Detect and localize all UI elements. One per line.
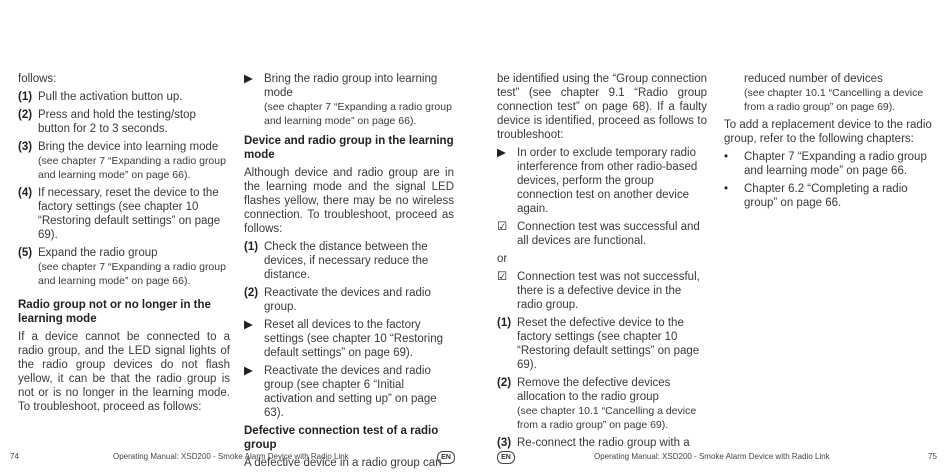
step-4: [18, 186, 230, 242]
step-marker: (1): [497, 317, 512, 329]
step-marker: (2): [497, 377, 512, 389]
step-text: Remove the defective devices allocation to the radio group: [517, 377, 671, 403]
section-heading: Device and radio group in the learning mode: [244, 135, 454, 161]
left-column-2: [244, 72, 454, 474]
bullet-item: [244, 72, 454, 128]
step-1: [244, 240, 454, 282]
step-3: [497, 436, 707, 450]
bullet-text: Bring the radio group into learning mode: [264, 73, 438, 99]
step-text: Check the distance between the devices, if necessary reduce the distance.: [264, 241, 429, 281]
step-2: [244, 286, 454, 314]
step-marker: (1): [244, 241, 259, 253]
step-5: [18, 246, 230, 288]
language-badge-right: EN: [497, 451, 515, 464]
continued-step: [744, 72, 934, 114]
step-3: [18, 140, 230, 182]
result-item: [497, 270, 707, 312]
step-marker: (3): [18, 141, 33, 153]
bullet-text: Reset all devices to the factory settings (see chapter 10 “Restoring default settings” on page 69).: [264, 319, 443, 359]
step-text: Reactivate the devices and radio group.: [264, 287, 431, 313]
step-reference: (see chapter 10.1 “Cancelling a device from a radio group” on page 69).: [517, 405, 697, 431]
step-text: If necessary, reset the device to the factory settings (see chapter 10 “Restoring default settings” on page 69).: [38, 187, 221, 241]
dot-bullet-icon: •: [724, 183, 729, 195]
footer-title-left: Operating Manual: XSD200 - Smoke Alarm Device with Radio Link: [113, 452, 349, 461]
step-reference: (see chapter 7 “Expanding a radio group and learning mode” on page 66).: [38, 155, 226, 181]
bullet-reference: (see chapter 7 “Expanding a radio group and learning mode” on page 66).: [264, 101, 452, 127]
step-2: [497, 376, 707, 432]
step-marker: (2): [244, 287, 259, 299]
intro-text: follows:: [18, 73, 57, 85]
checkbox-icon: ☑: [497, 271, 508, 283]
bullet-item: [724, 150, 934, 178]
bullet-text: In order to exclude temporary radio interference from other radio-based devices, perform the group connection test on another device again.: [517, 147, 698, 215]
bullet-item: [244, 318, 454, 360]
bullet-text: Chapter 7 “Expanding a radio group and learning mode” on page 66.: [744, 151, 927, 177]
result-text: Connection test was not successful, there is a defective device in the radio group.: [517, 271, 700, 311]
step-1: [18, 90, 230, 104]
right-column-1: [497, 72, 707, 454]
section-body: Although device and radio group are in the learning mode and the signal LED flashes yellow, there may be no wireless connection. To troubleshoot, proceed as follows:: [244, 167, 454, 235]
step-marker: (5): [18, 247, 33, 259]
step-text: Pull the activation button up.: [38, 91, 183, 103]
section-heading: Radio group not or no longer in the learning mode: [18, 299, 211, 325]
continued-text: reduced number of devices: [744, 73, 883, 85]
page-number-right: 75: [928, 452, 937, 461]
step-marker: (2): [18, 109, 33, 121]
step-text: Reset the defective device to the factory settings (see chapter 10 “Restoring default settings” on page 69).: [517, 317, 700, 371]
result-item: [497, 220, 707, 248]
dot-bullet-icon: •: [724, 151, 729, 163]
triangle-bullet-icon: ▶: [244, 73, 253, 85]
result-text: Connection test was successful and all devices are functional.: [517, 221, 700, 247]
section-body: If a device cannot be connected to a radio group, and the LED signal lights of the radio group devices do not flash yellow, it can be that the radio group is not or is no longer in the learning mode. To troubleshoot, proceed as follows:: [18, 331, 230, 413]
right-column-2: [724, 72, 934, 214]
step-text: Expand the radio group: [38, 247, 158, 259]
step-marker: (4): [18, 187, 33, 199]
or-text: or: [497, 253, 508, 265]
step-text: Re-connect the radio group with a: [517, 437, 690, 449]
left-column-1: [18, 72, 230, 418]
bullet-item: [724, 182, 934, 210]
intro-text: be identified using the “Group connection test” (see chapter 9.1 “Radio group connection test” on page 68). If a faulty device is identified, proceed as follows to troubleshoot:: [497, 73, 707, 141]
step-marker: (3): [497, 437, 512, 449]
step-reference: (see chapter 7 “Expanding a radio group and learning mode” on page 66).: [38, 261, 226, 287]
section-heading: Defective connection test of a radio group: [244, 425, 439, 451]
checkbox-icon: ☑: [497, 221, 508, 233]
triangle-bullet-icon: ▶: [497, 147, 506, 159]
triangle-bullet-icon: ▶: [244, 319, 253, 331]
bullet-text: Reactivate the devices and radio group (see chapter 6 “Initial activation and setting up” on page 63).: [264, 365, 437, 419]
step-marker: (1): [18, 91, 33, 103]
triangle-bullet-icon: ▶: [244, 365, 253, 377]
section-body: To add a replacement device to the radio group, refer to the following chapters:: [724, 119, 932, 145]
continued-reference: (see chapter 10.1 “Cancelling a device from a radio group” on page 69).: [744, 87, 924, 113]
page-number-left: 74: [10, 452, 19, 461]
step-text: Bring the device into learning mode: [38, 141, 219, 153]
step-2: [18, 108, 230, 136]
bullet-item: [244, 364, 454, 420]
step-text: Press and hold the testing/stop button for 2 to 3 seconds.: [38, 109, 196, 135]
bullet-text: Chapter 6.2 “Completing a radio group” on page 66.: [744, 183, 908, 209]
language-badge-left: EN: [437, 451, 455, 464]
bullet-item: [497, 146, 707, 216]
footer-title-right: Operating Manual: XSD200 - Smoke Alarm Device with Radio Link: [594, 452, 830, 461]
section-body: A defective device in a radio group can: [244, 457, 442, 469]
step-1: [497, 316, 707, 372]
